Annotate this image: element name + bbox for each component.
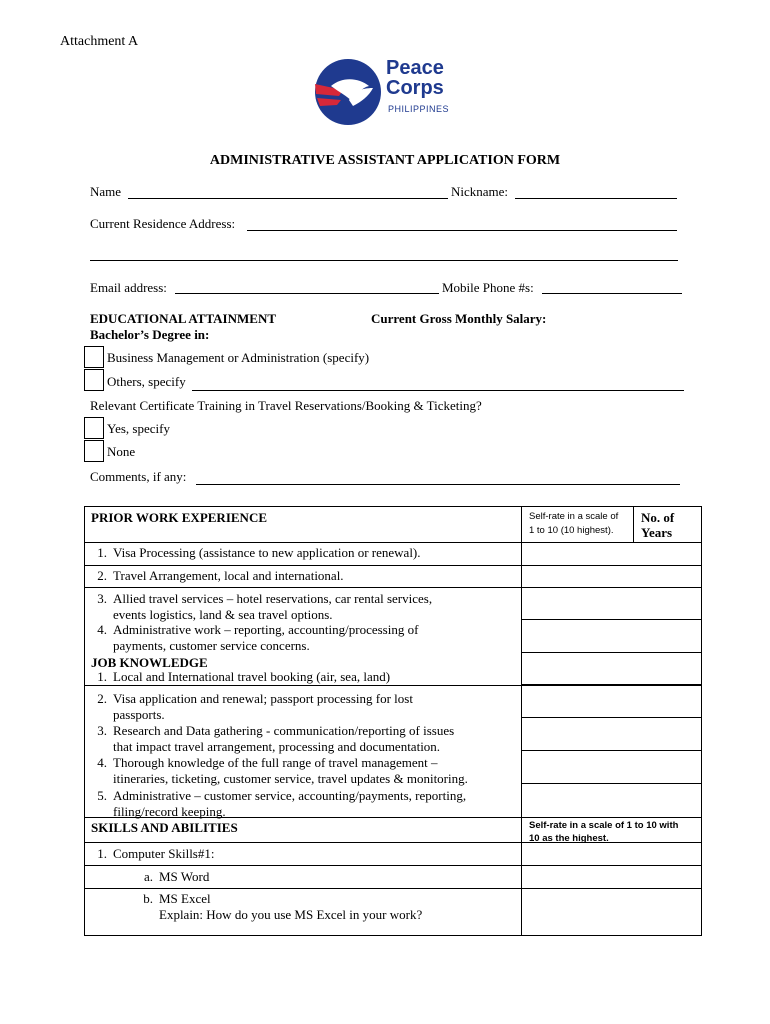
- address-field-line2[interactable]: [90, 260, 678, 261]
- skills-selfrate-header-2: 10 as the highest.: [529, 833, 609, 844]
- degree-others-label: Others, specify: [107, 374, 186, 389]
- cert-none-label: None: [107, 444, 136, 459]
- list-item: 2. Travel Arrangement, local and international.: [97, 568, 344, 583]
- mobile-field[interactable]: [542, 293, 682, 294]
- list-item: 1. Computer Skills#1:: [97, 846, 215, 861]
- list-item: a. MS Word: [143, 869, 210, 884]
- degree-business-checkbox[interactable]: [84, 346, 104, 368]
- form-title: ADMINISTRATIVE ASSISTANT APPLICATION FORM: [209, 153, 561, 168]
- peace-corps-logo: [313, 56, 463, 128]
- comments-field[interactable]: [196, 484, 680, 485]
- years-header-2: Years: [641, 525, 673, 540]
- skills-heading: SKILLS AND ABILITIES: [91, 820, 238, 835]
- cert-none-checkbox[interactable]: [84, 440, 104, 462]
- logo-text-line1: Peace: [386, 57, 444, 79]
- logo-text-line3: PHILIPPINES: [388, 104, 450, 114]
- cert-yes-label: Yes, specify: [107, 421, 170, 436]
- experience-table: [84, 506, 702, 936]
- name-field[interactable]: [128, 198, 448, 199]
- comments-label: Comments, if any:: [90, 469, 187, 484]
- mobile-label: Mobile Phone #s:: [442, 280, 534, 295]
- education-heading: EDUCATIONAL ATTAINMENT: [90, 311, 276, 326]
- list-item: 3. Allied travel services – hotel reservations, car rental services, events logistics, land & sea travel options.: [97, 591, 433, 622]
- address-field[interactable]: [247, 230, 677, 231]
- address-label: Current Residence Address:: [90, 216, 236, 231]
- attachment-label: Attachment A: [60, 34, 139, 49]
- job-knowledge-heading: JOB KNOWLEDGE: [91, 655, 208, 670]
- nickname-label: Nickname:: [451, 184, 509, 199]
- degree-business-label: Business Management or Administration (specify): [107, 350, 370, 365]
- name-label: Name: [90, 184, 122, 199]
- certificate-question: Relevant Certificate Training in Travel Reservations/Booking & Ticketing?: [90, 398, 482, 413]
- list-item: 1. Visa Processing (assistance to new application or renewal).: [97, 545, 421, 560]
- email-label: Email address:: [90, 280, 167, 295]
- years-header: No. of: [641, 510, 675, 525]
- degree-others-field[interactable]: [192, 390, 684, 391]
- logo-text-line2: Corps: [386, 77, 444, 99]
- list-item: 5. Administrative – customer service, accounting/payments, reporting, filing/record keeping.: [97, 788, 467, 819]
- cert-yes-checkbox[interactable]: [84, 417, 104, 439]
- list-item: 4. Administrative work – reporting, accounting/processing of payments, customer service concerns.: [97, 622, 419, 653]
- salary-heading: Current Gross Monthly Salary:: [371, 311, 547, 326]
- degree-others-checkbox[interactable]: [84, 369, 104, 391]
- selfrate-header: Self-rate in a scale of: [529, 511, 619, 522]
- list-item: 1. Local and International travel booking (air, sea, land): [97, 669, 391, 684]
- nickname-field[interactable]: [515, 198, 677, 199]
- email-field[interactable]: [175, 293, 439, 294]
- prior-work-heading: PRIOR WORK EXPERIENCE: [91, 510, 268, 525]
- selfrate-header-2: 1 to 10 (10 highest).: [529, 525, 614, 536]
- list-item: 4. Thorough knowledge of the full range of travel management – itineraries, ticketing, customer service, travel updates & monitoring.: [97, 755, 468, 786]
- bachelor-label: Bachelor’s Degree in:: [90, 327, 210, 342]
- skills-selfrate-header: Self-rate in a scale of 1 to 10 with: [529, 820, 679, 831]
- list-item: 2. Visa application and renewal; passport processing for lost passports.: [97, 691, 413, 722]
- logo-emblem-icon: [313, 56, 383, 128]
- list-item: b. MS Excel Explain: How do you use MS Excel in your work?: [143, 891, 423, 922]
- list-item: 3. Research and Data gathering - communication/reporting of issues that impact travel arrangement, processing and documentation.: [97, 723, 455, 754]
